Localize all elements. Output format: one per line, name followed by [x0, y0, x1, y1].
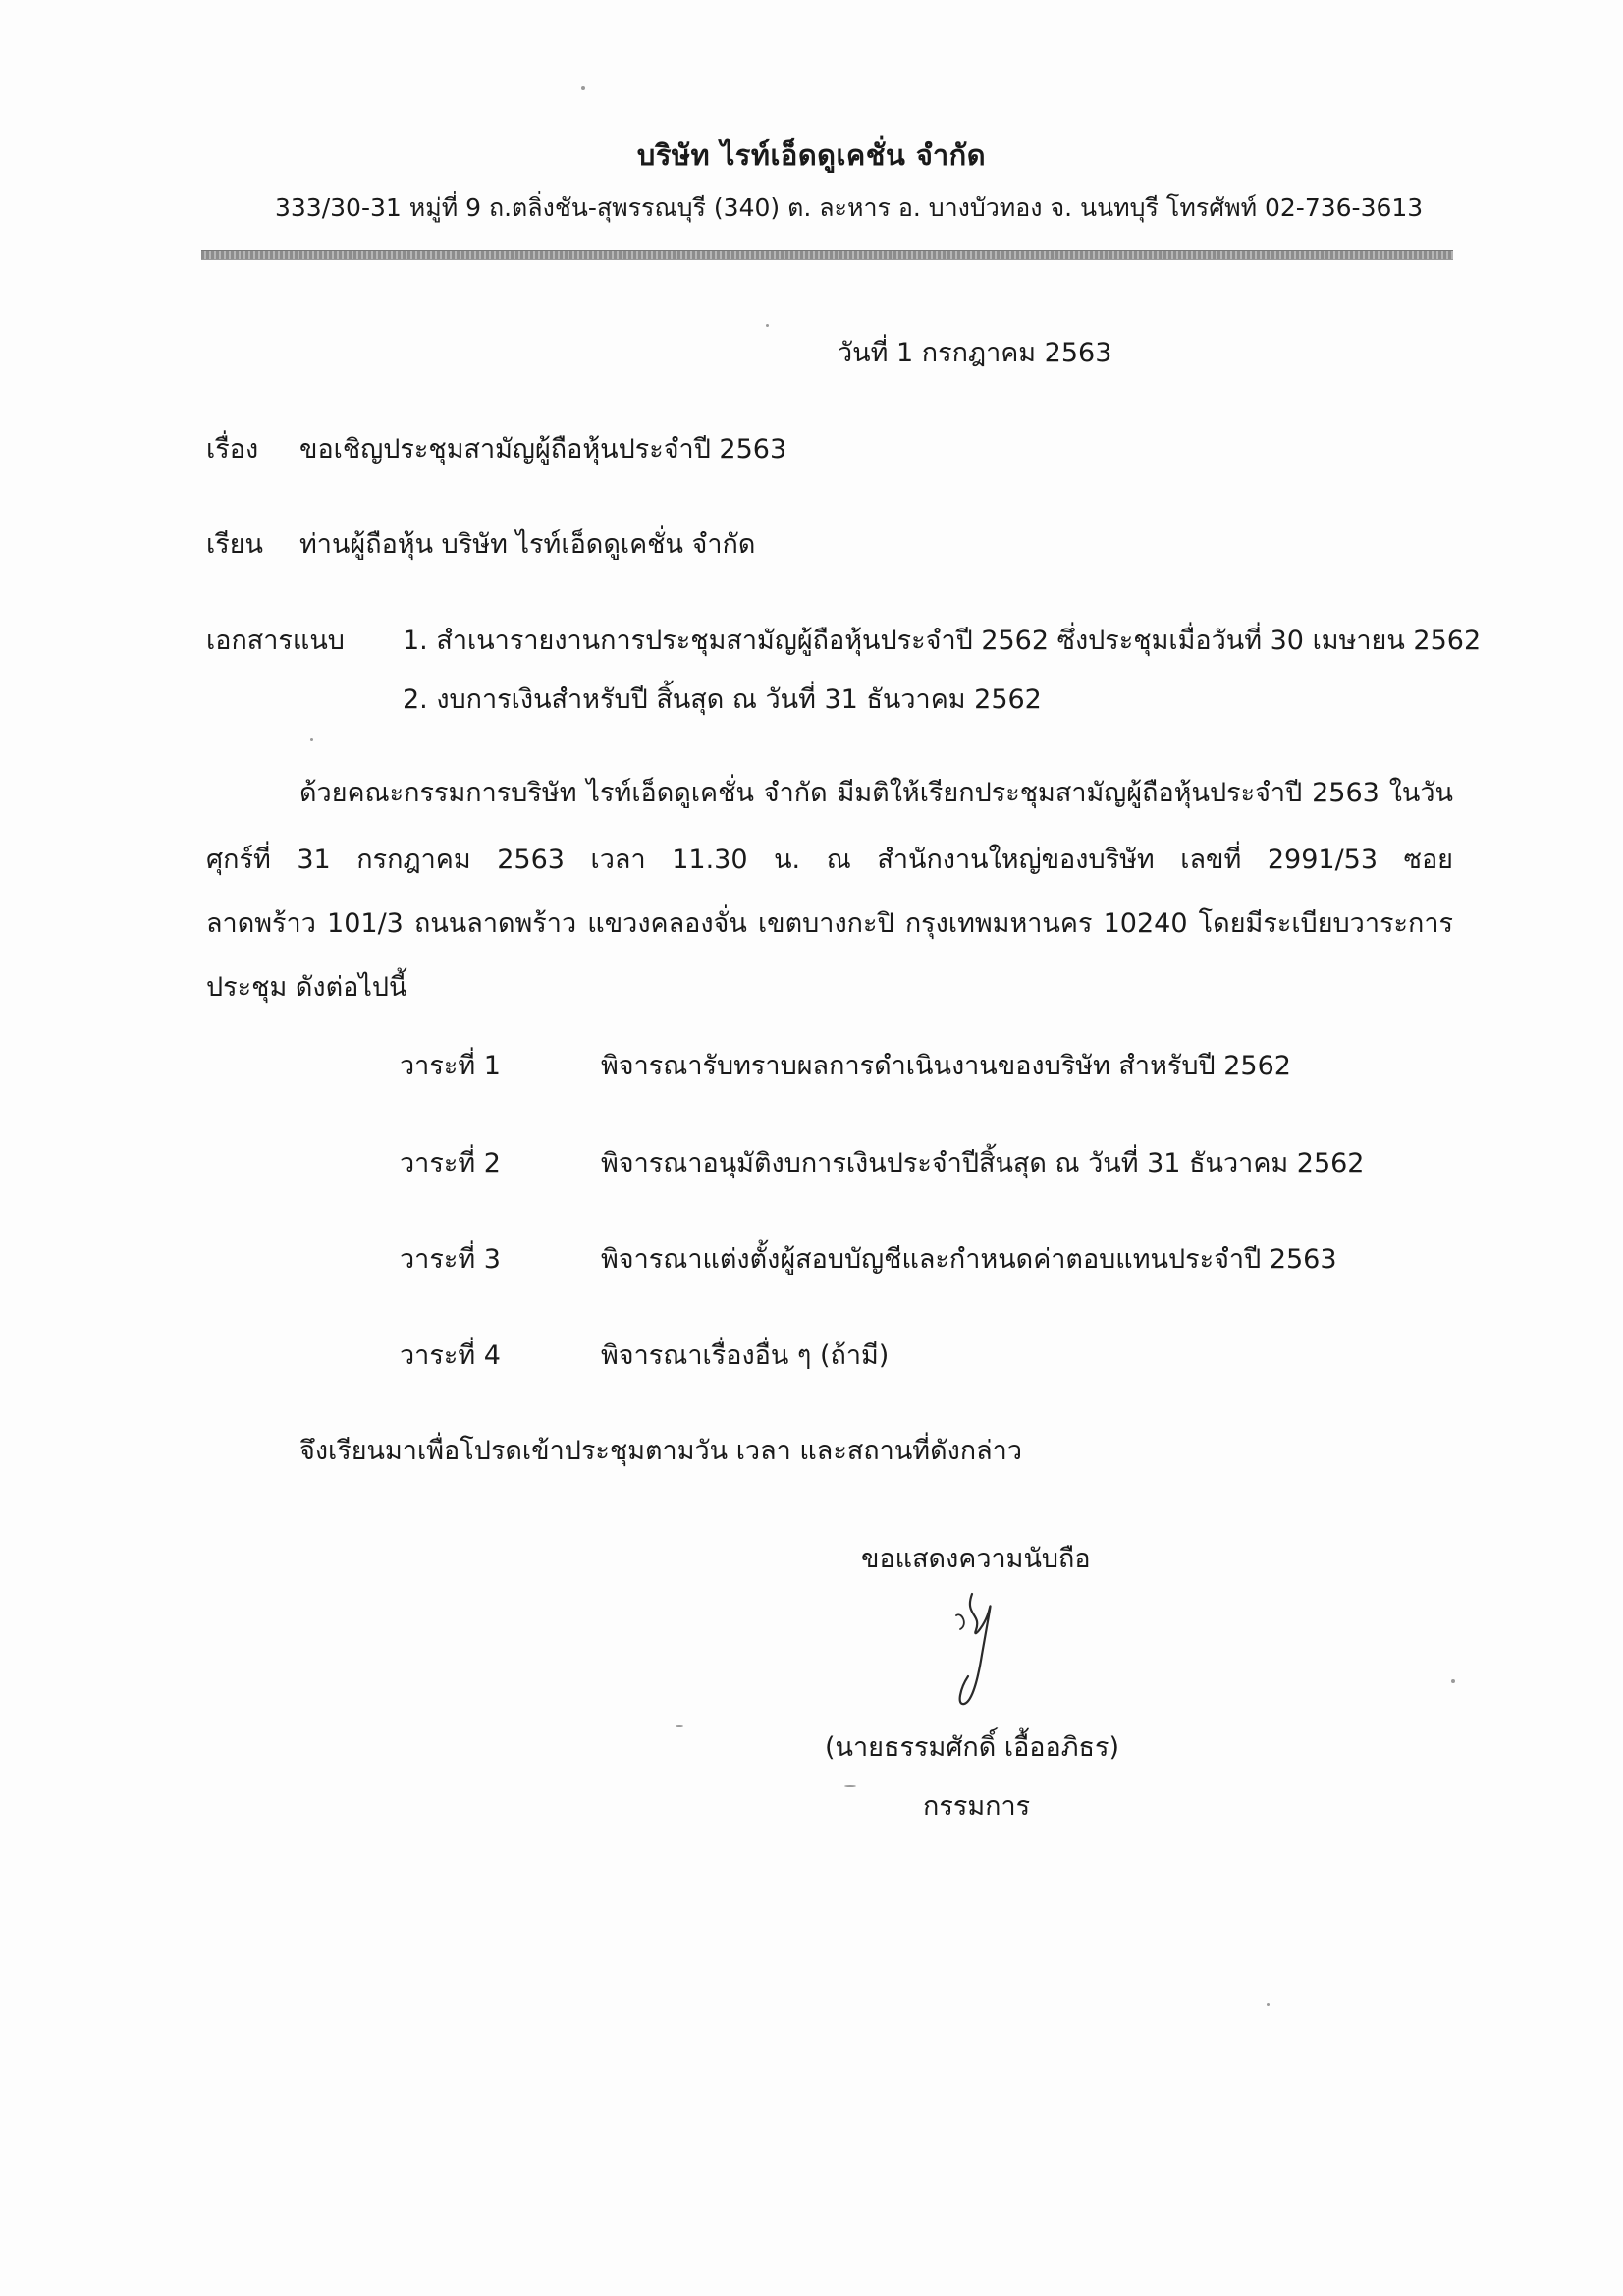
scan-speck — [1267, 2003, 1270, 2006]
agenda-text: พิจารณาแต่งตั้งผู้สอบบัญชีและกำหนดค่าตอบแทนประจำปี 2563 — [601, 1244, 1337, 1275]
scan-speck — [844, 1785, 856, 1787]
scan-speck — [310, 738, 313, 741]
closing-sentence: จึงเรียนมาเพื่อโปรดเข้าประชุมตามวัน เวลา และสถานที่ดังกล่าว — [299, 1436, 1023, 1466]
header-divider — [201, 250, 1453, 260]
subject-label: เรื่อง — [206, 434, 259, 465]
signature-image — [943, 1586, 1021, 1714]
regards-text: ขอแสดงความนับถือ — [861, 1544, 1091, 1574]
signer-name: (นายธรรมศักดิ์ เอื้ออภิธร) — [825, 1732, 1120, 1763]
agenda-label: วาระที่ 2 — [400, 1148, 501, 1178]
agenda-label: วาระที่ 3 — [400, 1244, 501, 1275]
agenda-label: วาระที่ 1 — [400, 1051, 501, 1081]
letter-date: วันที่ 1 กรกฎาคม 2563 — [838, 338, 1112, 368]
scan-speck — [1451, 1679, 1455, 1683]
subject-text: ขอเชิญประชุมสามัญผู้ถือหุ้นประจำปี 2563 — [299, 434, 787, 465]
body-line: ประชุม ดังต่อไปนี้ — [206, 972, 407, 1003]
attachment-item: 2. งบการเงินสำหรับปี สิ้นสุด ณ วันที่ 31 ธันวาคม 2562 — [403, 684, 1042, 715]
scan-speck — [766, 324, 769, 327]
attachment-item: 1. สำเนารายงานการประชุมสามัญผู้ถือหุ้นประจำปี 2562 ซึ่งประชุมเมื่อวันที่ 30 เมษายน 2562 — [403, 626, 1482, 656]
attachments-label: เอกสารแนบ — [206, 626, 345, 656]
agenda-label: วาระที่ 4 — [400, 1340, 501, 1371]
signer-title: กรรมการ — [923, 1791, 1031, 1822]
agenda-text: พิจารณาอนุมัติงบการเงินประจำปีสิ้นสุด ณ วันที่ 31 ธันวาคม 2562 — [601, 1148, 1365, 1178]
scan-speck — [581, 86, 585, 90]
agenda-text: พิจารณารับทราบผลการดำเนินงานของบริษัท สำหรับปี 2562 — [601, 1051, 1291, 1081]
body-line: ศุกร์ที่ 31 กรกฎาคม 2563 เวลา 11.30 น. ณ สำนักงานใหญ่ของบริษัท เลขที่ 2991/53 ซอย — [206, 845, 1453, 875]
body-line: ด้วยคณะกรรมการบริษัท ไรท์เอ็ดดูเคชั่น จำกัด มีมติให้เรียกประชุมสามัญผู้ถือหุ้นประจำปี 2563 ในวัน — [299, 778, 1453, 808]
agenda-text: พิจารณาเรื่องอื่น ๆ (ถ้ามี) — [601, 1340, 890, 1371]
recipient-label: เรียน — [206, 529, 264, 560]
company-address: 333/30-31 หมู่ที่ 9 ถ.ตลิ่งชัน-สุพรรณบุรี (340) ต. ละหาร อ. บางบัวทอง จ. นนทบุรี โทรศัพท์ 02-736-3613 — [275, 193, 1424, 222]
recipient-text: ท่านผู้ถือหุ้น บริษัท ไรท์เอ็ดดูเคชั่น จำกัด — [299, 529, 756, 560]
body-line: ลาดพร้าว 101/3 ถนนลาดพร้าว แขวงคลองจั่น เขตบางกะปิ กรุงเทพมหานคร 10240 โดยมีระเบียบวาระการ — [206, 908, 1453, 939]
company-name: บริษัท ไรท์เอ็ดดูเคชั่น จำกัด — [636, 138, 987, 172]
scan-speck — [676, 1725, 683, 1727]
